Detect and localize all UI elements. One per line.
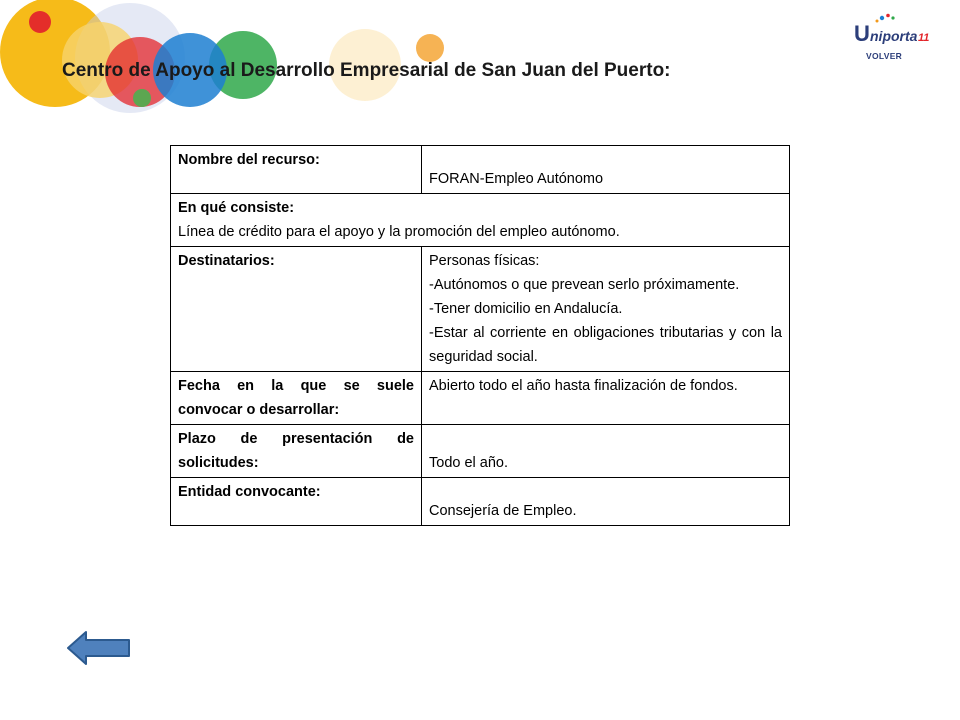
- page-title: Centro de Apoyo al Desarrollo Empresarial de San Juan del Puerto:: [62, 60, 671, 81]
- consiste-cell: [171, 194, 790, 247]
- bubble-small-green: [133, 89, 151, 107]
- fecha-label: Fecha en la que se suele convocar o desarrollar:: [171, 372, 422, 425]
- consiste-value: Línea de crédito para el apoyo y la promoción del empleo autónomo.: [178, 224, 620, 240]
- table-row: [171, 372, 790, 425]
- plazo-label: Plazo de presentación de solicitudes:: [171, 425, 422, 478]
- table-row: [171, 146, 790, 194]
- plazo-value: Todo el año.: [422, 425, 790, 478]
- resource-table: [170, 145, 790, 526]
- logo-letter: U: [854, 21, 870, 46]
- bubble-orange: [416, 34, 444, 62]
- bubble-red: [29, 11, 51, 33]
- consiste-label: En qué consiste:: [178, 200, 295, 216]
- destinatarios-line: Personas físicas:: [429, 253, 540, 269]
- fecha-value: Abierto todo el año hasta finalización de fondos.: [422, 372, 790, 425]
- logo-text: niporta: [870, 28, 918, 44]
- table-row: [171, 478, 790, 526]
- destinatarios-line: -Tener domicilio en Andalucía.: [429, 301, 623, 317]
- uniporta-logo-icon[interactable]: [852, 12, 932, 48]
- nombre-label: Nombre del recurso:: [171, 146, 422, 194]
- table-row: [171, 425, 790, 478]
- volver-link[interactable]: VOLVER: [866, 51, 903, 61]
- destinatarios-label: Destinatarios:: [171, 247, 422, 372]
- back-arrow-icon[interactable]: [66, 630, 132, 666]
- table-row: [171, 247, 790, 372]
- destinatarios-line: -Autónomos o que prevean serlo próximamente.: [429, 277, 740, 293]
- table-row: [171, 194, 790, 247]
- entidad-label: Entidad convocante:: [171, 478, 422, 526]
- logo-suffix: 11: [918, 32, 930, 44]
- destinatarios-value: [422, 247, 790, 372]
- destinatarios-line: -Estar al corriente en obligaciones tributarias y con la seguridad social.: [429, 325, 782, 365]
- entidad-value: Consejería de Empleo.: [422, 478, 790, 526]
- nombre-value: FORAN-Empleo Autónomo: [422, 146, 790, 194]
